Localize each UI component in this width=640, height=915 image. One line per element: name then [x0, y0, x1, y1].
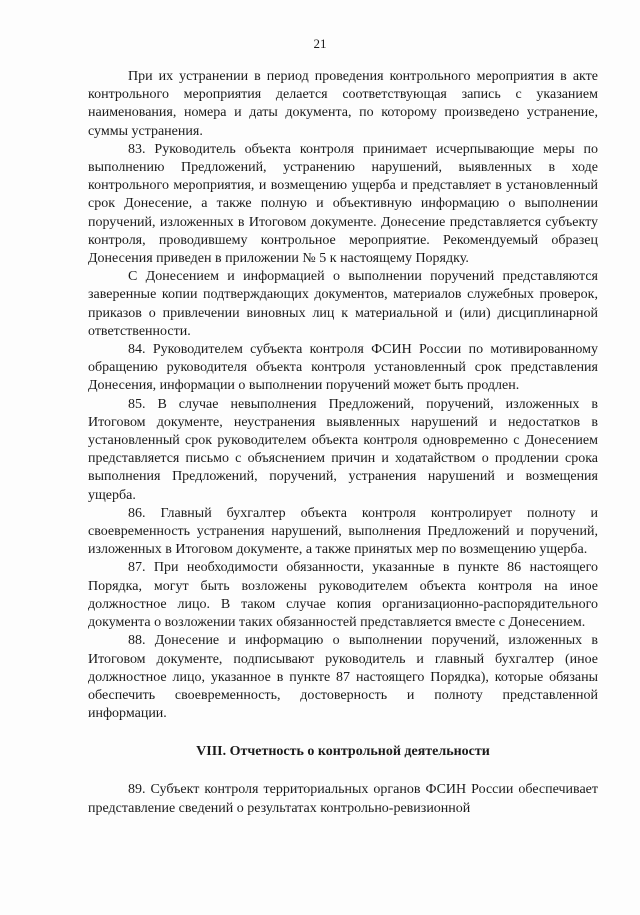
section-heading: VIII. Отчетность о контрольной деятельности — [196, 744, 490, 760]
paragraph-83: 83. Руководитель объекта контроля принимает исчерпывающие меры по выполнению Предложений, устранению нарушений, выявленных в ходе контрольного мероприятия, и возмещению ущерба и представляет в установленный срок Донесение, а также полную и объективную информацию о выполнении поручений, изложенных в Итоговом документе. Донесение представляется субъекту контроля, проводившему контрольное мероприятие. Рекомендуемый образец Донесения приведен в приложении № 5 к настоящему Порядку. — [88, 141, 598, 267]
paragraph-89: 89. Субъект контроля территориальных органов ФСИН России обеспечивает представление сведений о результатах контрольно-ревизионной — [88, 782, 598, 816]
paragraph-83-attachments: С Донесением и информацией о выполнении поручений представляются заверенные копии подтверждающих документов, материалов служебных проверок, приказов о привлечении виновных лиц к материальной и (или) дисциплинарной ответственности. — [88, 269, 598, 339]
document-body — [88, 68, 598, 818]
paragraph-86: 86. Главный бухгалтер объекта контроля контролирует полноту и своевременность устранения нарушений, выполнения Предложений и поручений, изложенных в Итоговом документе, а также принятых мер по возмещению ущерба. — [88, 505, 598, 558]
paragraph-87: 87. При необходимости обязанности, указанные в пункте 86 настоящего Порядка, могут быть возложены руководителем объекта контроля на иное должностное лицо. В таком случае копия организационно-распорядительного документа о возложении таких обязанностей представляется вместе с Донесением. — [88, 560, 598, 631]
page-number: 21 — [313, 36, 327, 51]
paragraph-intro: При их устранении в период проведения контрольного мероприятия в акте контрольного мероприятия делается соответствующая запись с указанием наименования, номера и даты документа, по которому произведено устранение, суммы устранения. — [88, 69, 598, 139]
paragraph-88: 88. Донесение и информацию о выполнении поручений, изложенных в Итоговом документе, подписывают руководитель и главный бухгалтер (иное должностное лицо, указанное в пункте 87 настоящего Порядка), которые обязаны обеспечить своевременность, достоверность и полноту представленной информации. — [88, 633, 598, 722]
paragraph-85: 85. В случае невыполнения Предложений, поручений, изложенных в Итоговом документе, неустранения выявленных нарушений и недостатков в установленный срок руководителем объекта контроля одновременно с Донесением представляется письмо с объяснением причин и ходатайством о продлении срока выполнения Предложений, поручений, устранения нарушений и возмещения ущерба. — [88, 396, 598, 503]
paragraph-84: 84. Руководителем субъекта контроля ФСИН России по мотивированному обращению руководителя объекта контроля установленный срок представления Донесения, информации о выполнении поручений может быть продлен. — [88, 342, 598, 394]
